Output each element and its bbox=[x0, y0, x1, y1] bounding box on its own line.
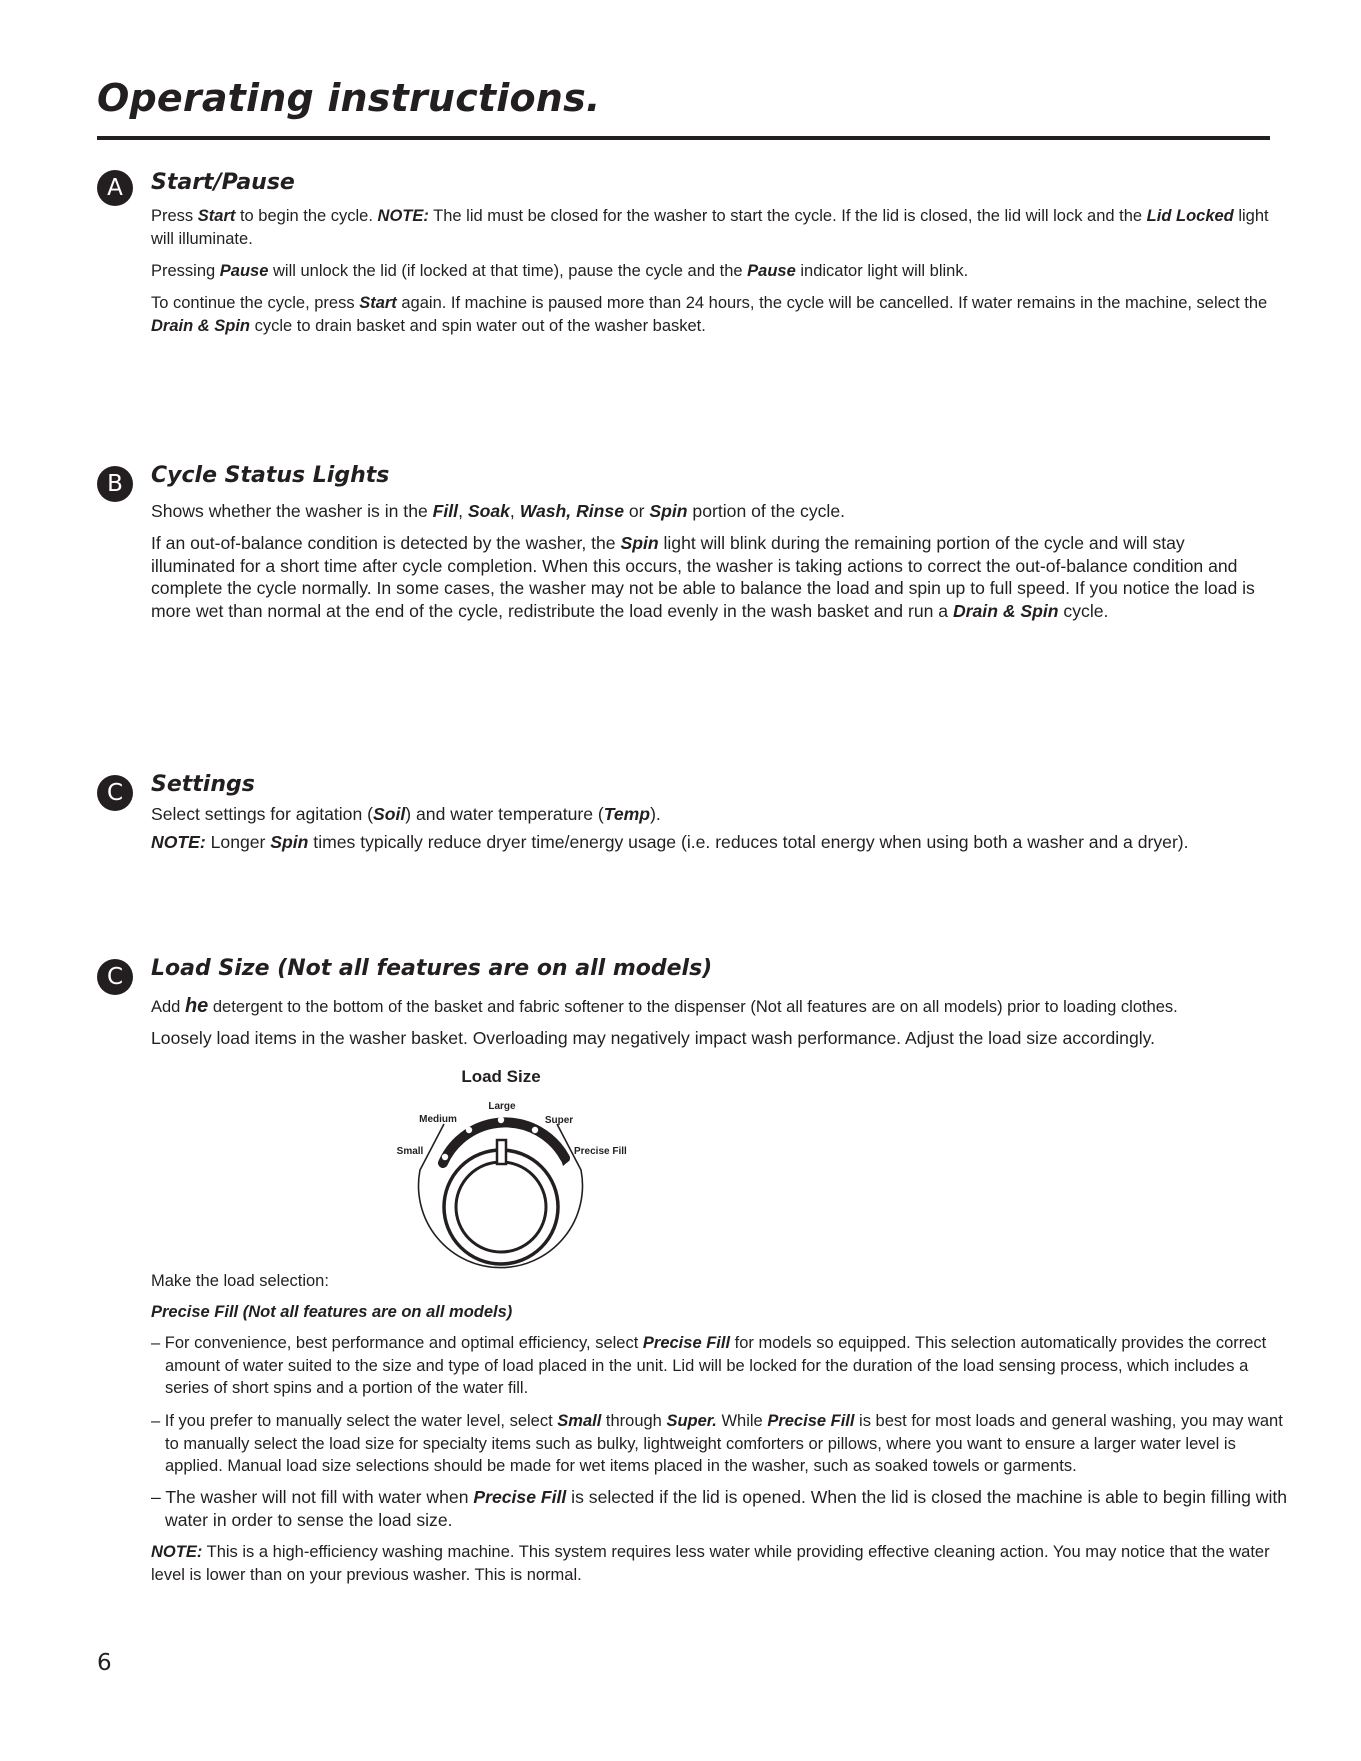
dial-pointer bbox=[497, 1140, 506, 1164]
dial-dot-small bbox=[442, 1154, 448, 1160]
load-size-dial bbox=[385, 1060, 655, 1282]
dial-label-super: Super bbox=[544, 1115, 574, 1126]
load-size-note: NOTE: This is a high-efficiency washing machine. This system requires less water while providing effective cleaning action. You may notice that the water level is lower than on your previous washer. This is normal. bbox=[151, 1543, 1270, 1584]
section-load-size-title: Load Size (Not all features are on all models) bbox=[151, 956, 713, 981]
dial-label-small: Small bbox=[396, 1146, 424, 1157]
section-b-badge: B bbox=[97, 466, 133, 502]
load-size-paragraph-1: Add he detergent to the bottom of the basket and fabric softener to the dispenser (Not all features are on all models) prior to loading clothes. bbox=[151, 995, 1178, 1017]
load-size-paragraph-2: Loosely load items in the washer basket. Overloading may negatively impact wash performance. Adjust the load size accordingly. bbox=[151, 1028, 1156, 1048]
section-a-badge: A bbox=[97, 170, 133, 206]
precise-fill-bullet-2: – If you prefer to manually select the water level, select Small through Super. While Precise Fill is best for most loads and general washing, you may want to manually select the load size for specialty items such as bulky, lightweight comforters or pillows, where you want to ensure a larger water level is applied. Manual load size selections should be made for wet items placed in the washer, such as soaked towels or garments. bbox=[151, 1412, 1283, 1475]
section-c-badge: C bbox=[97, 775, 133, 811]
dial-dot-medium bbox=[466, 1127, 472, 1133]
precise-fill-bullet-1: – For convenience, best performance and optimal efficiency, select Precise Fill for models so equipped. This selection automatically provides the correct amount of water suited to the size and type of load placed in the unit. Lid will be locked for the duration of the load sensing process, which includes a series of short spins and a portion of the water fill. bbox=[151, 1334, 1267, 1397]
title-rule bbox=[97, 136, 1270, 140]
section-a-title: Start/Pause bbox=[151, 170, 295, 195]
precise-fill-bullet-3: – The washer will not fill with water when Precise Fill is selected if the lid is opened. When the lid is closed the machine is able to begin filling with water in order to sense the load size. bbox=[151, 1487, 1288, 1530]
dial-label-precise-fill: Precise Fill bbox=[574, 1146, 627, 1157]
dial-dot-super bbox=[532, 1127, 538, 1133]
section-b-title: Cycle Status Lights bbox=[151, 463, 390, 488]
dial-label-large: Large bbox=[488, 1101, 516, 1112]
page-title: Operating instructions. bbox=[97, 76, 601, 120]
dial-knob-inner bbox=[456, 1162, 546, 1252]
load-selection-intro: Make the load selection: bbox=[151, 1272, 329, 1290]
section-a-paragraph-2: Pressing Pause will unlock the lid (if locked at that time), pause the cycle and the Pause indicator light will blink. bbox=[151, 262, 969, 280]
section-a-paragraph-1: Press Start to begin the cycle. NOTE: The lid must be closed for the washer to start the cycle. If the lid is closed, the lid will lock and the Lid Locked light will illuminate. bbox=[151, 207, 1269, 248]
section-c-badge-2: C bbox=[97, 959, 133, 995]
dial-title: Load Size bbox=[461, 1067, 541, 1086]
dial-dot-large bbox=[498, 1117, 504, 1123]
dial-knob-outer bbox=[444, 1150, 558, 1264]
settings-paragraph-1: Select settings for agitation (Soil) and water temperature (Temp). bbox=[151, 804, 661, 824]
settings-note: NOTE: Longer Spin times typically reduce dryer time/energy usage (i.e. reduces total energy when using both a washer and a dryer). bbox=[151, 832, 1189, 852]
precise-fill-subhead: Precise Fill (Not all features are on all models) bbox=[151, 1303, 513, 1321]
page-number: 6 bbox=[97, 1650, 112, 1676]
dial-label-medium: Medium bbox=[419, 1114, 457, 1125]
section-a-paragraph-3: To continue the cycle, press Start again. If machine is paused more than 24 hours, the cycle will be cancelled. If water remains in the machine, select the Drain & Spin cycle to drain basket and spin water out of the washer basket. bbox=[151, 294, 1268, 335]
section-settings-title: Settings bbox=[151, 772, 255, 797]
section-b-paragraph-1: Shows whether the washer is in the Fill, Soak, Wash, Rinse or Spin portion of the cycle. bbox=[151, 501, 845, 521]
section-b-paragraph-2: If an out-of-balance condition is detected by the washer, the Spin light will blink during the remaining portion of the cycle and will stay illuminated for a short time after cycle completion. When this occurs, the washer is taking actions to correct the out-of-balance condition and complete the cycle normally. In some cases, the washer may not be able to balance the load and spin up to full speed. If you notice the load is more wet than normal at the end of the cycle, redistribute the load evenly in the wash basket and run a Drain & Spin cycle. bbox=[151, 533, 1255, 621]
